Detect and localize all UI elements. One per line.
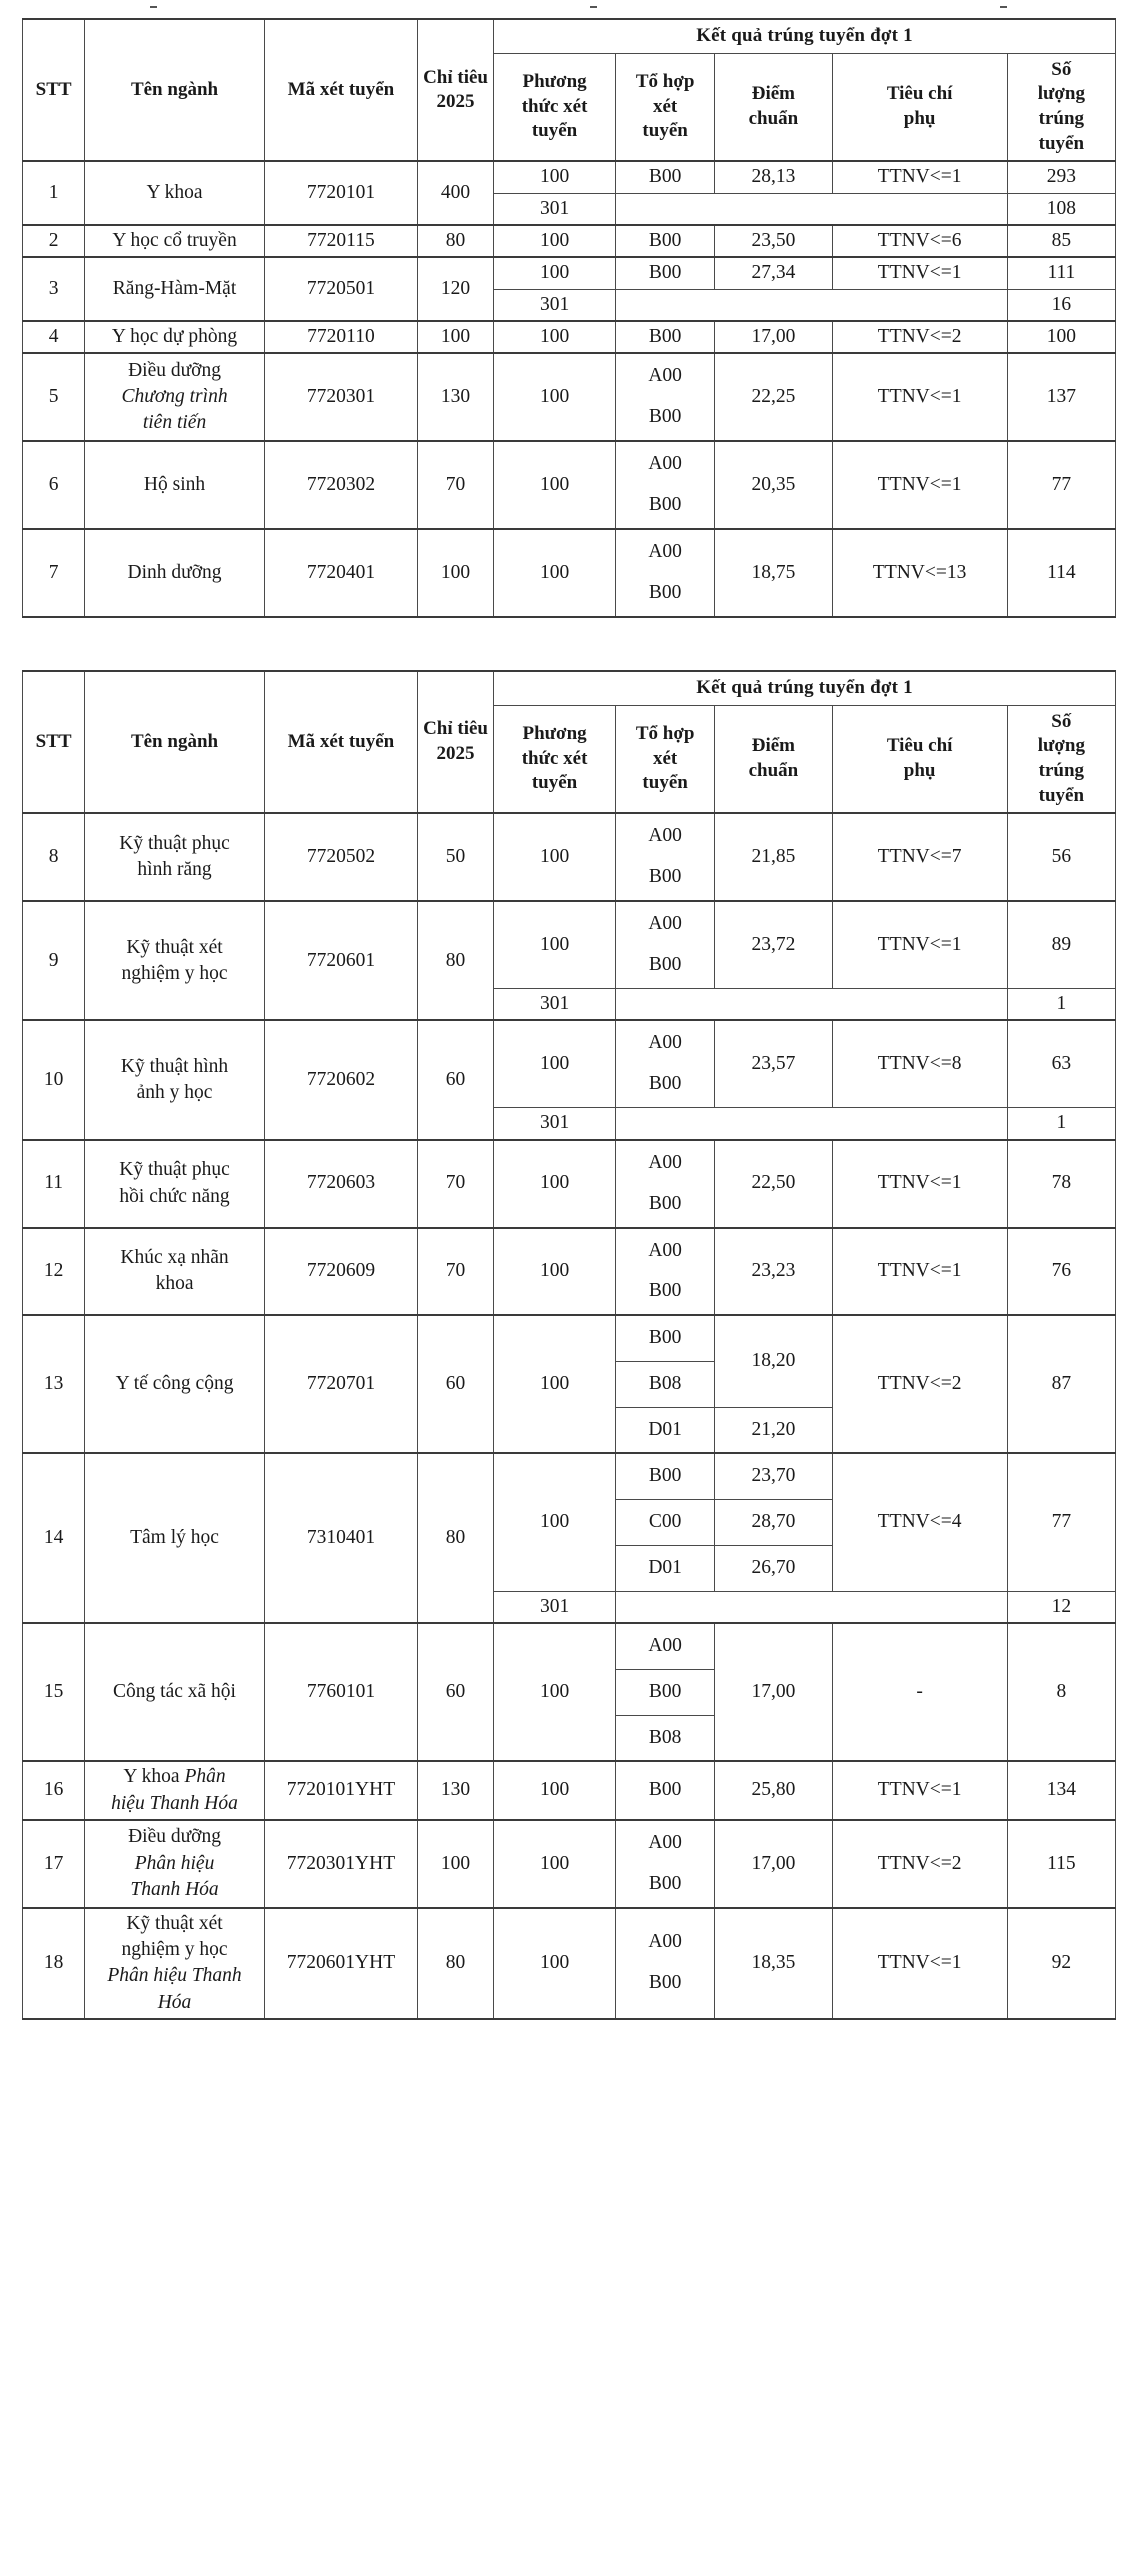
cell-diem-chuan: 27,34	[715, 257, 832, 289]
cell-tieu-chi-phu: TTNV<=2	[832, 1315, 1007, 1453]
cell-to-hop: B00	[616, 257, 715, 289]
cell-tieu-chi-phu: TTNV<=1	[832, 1228, 1007, 1316]
cell-ten-nganh: Y khoa	[85, 161, 265, 225]
table-1-wrapper	[0, 18, 1144, 618]
cell-to-hop: B08	[616, 1715, 715, 1761]
col-header-phuong-thuc: Phương thức xét tuyển	[494, 705, 616, 813]
table-row	[23, 1140, 1116, 1228]
cell-phuong-thuc: 100	[494, 1761, 616, 1820]
cell-phuong-thuc: 100	[494, 225, 616, 257]
cell-so-luong: 12	[1007, 1591, 1115, 1623]
cell-ma-xet-tuyen: 7720301YHT	[264, 1820, 417, 1908]
margin-tick	[1000, 6, 1007, 8]
ten-nganh-line: Điều dưỡng	[128, 1826, 221, 1848]
ten-nganh-line: Kỹ thuật hình	[120, 1055, 229, 1077]
cell-ma-xet-tuyen: 7720110	[264, 321, 417, 353]
cell-empty	[616, 289, 1008, 321]
cell-ten-nganh: Y học dự phòng	[85, 321, 265, 353]
cell-tieu-chi-phu: TTNV<=1	[832, 901, 1007, 988]
cell-stt: 3	[23, 257, 85, 321]
cell-ten-nganh	[85, 901, 265, 1020]
cell-so-luong: 85	[1007, 225, 1115, 257]
cell-diem-chuan: 20,35	[715, 441, 832, 529]
cell-to-hop: A00 B00	[616, 1820, 715, 1908]
cell-so-luong: 92	[1007, 1908, 1115, 2019]
cell-chi-tieu: 80	[418, 1453, 494, 1623]
cell-chi-tieu: 100	[418, 321, 494, 353]
ten-nganh-line: tiên tiến	[142, 412, 207, 434]
table-row	[23, 813, 1116, 901]
cell-chi-tieu: 400	[418, 161, 494, 225]
cell-to-hop: B00	[616, 1761, 715, 1820]
cell-to-hop: D01	[616, 1407, 715, 1453]
ten-nganh-segment: hiệu Thanh Hóa	[111, 1792, 238, 1814]
cell-to-hop: B00	[616, 225, 715, 257]
ten-nganh-line: Kỹ thuật xét	[126, 1912, 223, 1934]
cell-to-hop: B00	[616, 1315, 715, 1361]
cell-phuong-thuc: 301	[494, 1591, 616, 1623]
cell-phuong-thuc: 301	[494, 193, 616, 225]
cell-phuong-thuc: 100	[494, 1140, 616, 1228]
table-2-wrapper	[0, 670, 1144, 2020]
cell-phuong-thuc: 100	[494, 257, 616, 289]
cell-empty	[616, 193, 1008, 225]
cell-chi-tieu: 60	[418, 1623, 494, 1761]
cell-diem-chuan: 23,57	[715, 1020, 832, 1107]
admission-results-table-2	[22, 670, 1116, 2020]
ten-nganh-line: khoa	[155, 1273, 194, 1295]
cell-tieu-chi-phu: TTNV<=1	[832, 257, 1007, 289]
cell-to-hop: B00	[616, 1669, 715, 1715]
col-header-to-hop: Tổ hợp xét tuyển	[616, 705, 715, 813]
cell-ma-xet-tuyen: 7720609	[264, 1228, 417, 1316]
cell-stt: 11	[23, 1140, 85, 1228]
ten-nganh-line: Kỹ thuật xét	[126, 936, 223, 958]
col-header-tieu-chi-phu: Tiêu chí phụ	[832, 53, 1007, 161]
cell-ma-xet-tuyen: 7720115	[264, 225, 417, 257]
cell-chi-tieu: 120	[418, 257, 494, 321]
cell-tieu-chi-phu: TTNV<=1	[832, 1761, 1007, 1820]
cell-so-luong: 134	[1007, 1761, 1115, 1820]
cell-to-hop: A00 B00	[616, 901, 715, 988]
table-row	[23, 1761, 1116, 1820]
cell-stt: 2	[23, 225, 85, 257]
cell-stt: 16	[23, 1761, 85, 1820]
col-header-group-title: Kết quả trúng tuyển đợt 1	[494, 671, 1116, 705]
ten-nganh-line: Khúc xạ nhãn	[120, 1247, 229, 1269]
col-header-ten-nganh: Tên ngành	[85, 671, 265, 813]
table-row	[23, 1820, 1116, 1908]
col-header-diem-chuan: Điểm chuẩn	[715, 53, 832, 161]
table-row	[23, 257, 1116, 289]
cell-tieu-chi-phu: TTNV<=8	[832, 1020, 1007, 1107]
cell-ten-nganh	[85, 1761, 265, 1820]
cell-ten-nganh	[85, 1228, 265, 1316]
table-gap	[0, 618, 1144, 670]
table-row	[23, 161, 1116, 193]
cell-tieu-chi-phu: TTNV<=1	[832, 441, 1007, 529]
cell-tieu-chi-phu: TTNV<=2	[832, 1820, 1007, 1908]
ten-nganh-line: Hóa	[157, 1991, 192, 2013]
cell-ten-nganh	[85, 1020, 265, 1139]
cell-diem-chuan: 28,70	[715, 1499, 832, 1545]
cell-so-luong: 114	[1007, 529, 1115, 617]
cell-chi-tieu: 100	[418, 529, 494, 617]
cell-diem-chuan: 23,70	[715, 1453, 832, 1499]
cell-to-hop: B08	[616, 1361, 715, 1407]
cell-so-luong: 63	[1007, 1020, 1115, 1107]
cell-phuong-thuc: 301	[494, 289, 616, 321]
cell-chi-tieu: 80	[418, 225, 494, 257]
cell-so-luong: 115	[1007, 1820, 1115, 1908]
table-row	[23, 1908, 1116, 2019]
table-2-body	[23, 813, 1116, 2019]
col-header-so-luong: Số lượng trúng tuyển	[1007, 705, 1115, 813]
table-row	[23, 1623, 1116, 1669]
cell-ten-nganh	[85, 1908, 265, 2019]
cell-phuong-thuc: 100	[494, 529, 616, 617]
col-header-diem-chuan: Điểm chuẩn	[715, 705, 832, 813]
cell-stt: 14	[23, 1453, 85, 1623]
cell-tieu-chi-phu: TTNV<=1	[832, 1908, 1007, 2019]
cell-so-luong: 108	[1007, 193, 1115, 225]
cell-diem-chuan: 25,80	[715, 1761, 832, 1820]
cell-tieu-chi-phu: TTNV<=4	[832, 1453, 1007, 1591]
cell-tieu-chi-phu: TTNV<=1	[832, 353, 1007, 441]
cell-diem-chuan: 22,25	[715, 353, 832, 441]
cell-so-luong: 56	[1007, 813, 1115, 901]
cell-so-luong: 77	[1007, 1453, 1115, 1591]
cell-phuong-thuc: 100	[494, 1228, 616, 1316]
cell-phuong-thuc: 100	[494, 321, 616, 353]
cell-chi-tieu: 70	[418, 1228, 494, 1316]
cell-ma-xet-tuyen: 7760101	[264, 1623, 417, 1761]
ten-nganh-line: nghiệm y học	[121, 962, 228, 984]
cell-empty	[616, 1108, 1008, 1140]
cell-diem-chuan: 17,00	[715, 321, 832, 353]
cell-phuong-thuc: 301	[494, 1108, 616, 1140]
ten-nganh-line: Kỹ thuật phục	[119, 833, 230, 854]
cell-to-hop: D01	[616, 1545, 715, 1591]
cell-chi-tieu: 130	[418, 1761, 494, 1820]
cell-diem-chuan: 23,23	[715, 1228, 832, 1316]
cell-diem-chuan: 17,00	[715, 1820, 832, 1908]
cell-ten-nganh	[85, 1820, 265, 1908]
cell-diem-chuan: 21,85	[715, 813, 832, 901]
cell-diem-chuan: 23,50	[715, 225, 832, 257]
cell-phuong-thuc: 100	[494, 353, 616, 441]
cell-stt: 17	[23, 1820, 85, 1908]
cell-stt: 4	[23, 321, 85, 353]
cell-ten-nganh: Y học cổ truyền	[85, 225, 265, 257]
cell-ma-xet-tuyen: 7310401	[264, 1453, 417, 1623]
cell-empty	[616, 989, 1008, 1021]
cell-phuong-thuc: 100	[494, 441, 616, 529]
cell-ten-nganh: Y tế công cộng	[85, 1315, 265, 1453]
cell-ten-nganh	[85, 813, 265, 901]
col-header-tieu-chi-phu: Tiêu chí phụ	[832, 705, 1007, 813]
ten-nganh-line: nghiệm y học	[121, 1939, 228, 1960]
cell-to-hop: A00 B00	[616, 529, 715, 617]
ten-nganh-line: hồi chức năng	[119, 1185, 230, 1207]
ten-nganh-line: Kỹ thuật phục	[119, 1159, 230, 1181]
cell-stt: 15	[23, 1623, 85, 1761]
col-header-chi-tieu: Chỉ tiêu 2025	[418, 19, 494, 161]
col-header-ma-xet-tuyen: Mã xét tuyển	[264, 671, 417, 813]
cell-stt: 9	[23, 901, 85, 1020]
table-row	[23, 321, 1116, 353]
cell-stt: 7	[23, 529, 85, 617]
table-row	[23, 1453, 1116, 1499]
cell-to-hop: A00 B00	[616, 1020, 715, 1107]
cell-so-luong: 87	[1007, 1315, 1115, 1453]
cell-chi-tieu: 80	[418, 901, 494, 1020]
cell-so-luong: 16	[1007, 289, 1115, 321]
margin-tick	[590, 6, 597, 8]
cell-to-hop: B00	[616, 1453, 715, 1499]
cell-ma-xet-tuyen: 7720401	[264, 529, 417, 617]
cell-phuong-thuc: 100	[494, 1820, 616, 1908]
cell-so-luong: 1	[1007, 1108, 1115, 1140]
cell-phuong-thuc: 100	[494, 161, 616, 193]
cell-diem-chuan: 18,35	[715, 1908, 832, 2019]
cell-diem-chuan: 17,00	[715, 1623, 832, 1761]
cell-stt: 5	[23, 353, 85, 441]
ten-nganh-line: hình răng	[137, 859, 212, 881]
col-header-chi-tieu: Chỉ tiêu 2025	[418, 671, 494, 813]
cell-phuong-thuc: 100	[494, 1908, 616, 2019]
cell-to-hop: A00 B00	[616, 1140, 715, 1228]
cell-ten-nganh: Hộ sinh	[85, 441, 265, 529]
cell-so-luong: 293	[1007, 161, 1115, 193]
cell-phuong-thuc: 100	[494, 1020, 616, 1107]
cell-to-hop: A00	[616, 1623, 715, 1669]
cell-so-luong: 78	[1007, 1140, 1115, 1228]
ten-nganh-segment: Y khoa	[123, 1766, 185, 1788]
cell-stt: 13	[23, 1315, 85, 1453]
cell-phuong-thuc: 100	[494, 1453, 616, 1591]
table-1-head	[23, 19, 1116, 161]
col-header-so-luong: Số lượng trúng tuyển	[1007, 53, 1115, 161]
ten-nganh-line: Phân hiệu Thanh	[107, 1965, 242, 1987]
cell-stt: 10	[23, 1020, 85, 1139]
cell-phuong-thuc: 100	[494, 901, 616, 988]
table-row	[23, 225, 1116, 257]
cell-to-hop: B00	[616, 321, 715, 353]
cell-tieu-chi-phu: TTNV<=2	[832, 321, 1007, 353]
cell-stt: 18	[23, 1908, 85, 2019]
table-row	[23, 1228, 1116, 1316]
cell-diem-chuan: 23,72	[715, 901, 832, 988]
cell-chi-tieu: 70	[418, 1140, 494, 1228]
cell-to-hop: C00	[616, 1499, 715, 1545]
cell-ten-nganh	[85, 353, 265, 441]
col-header-stt: STT	[23, 19, 85, 161]
cell-chi-tieu: 70	[418, 441, 494, 529]
ten-nganh-line: Thanh Hóa	[130, 1878, 219, 1900]
cell-diem-chuan: 18,75	[715, 529, 832, 617]
cell-ma-xet-tuyen: 7720101YHT	[264, 1761, 417, 1820]
cell-tieu-chi-phu: TTNV<=6	[832, 225, 1007, 257]
cell-phuong-thuc: 301	[494, 989, 616, 1021]
cell-ma-xet-tuyen: 7720101	[264, 161, 417, 225]
cell-to-hop: A00 B00	[616, 1908, 715, 2019]
table-1-body	[23, 161, 1116, 617]
cell-ma-xet-tuyen: 7720601	[264, 901, 417, 1020]
table-row	[23, 441, 1116, 529]
col-header-ten-nganh: Tên ngành	[85, 19, 265, 161]
cell-so-luong: 137	[1007, 353, 1115, 441]
cell-tieu-chi-phu: TTNV<=1	[832, 161, 1007, 193]
table-row	[23, 901, 1116, 988]
cell-so-luong: 1	[1007, 989, 1115, 1021]
ten-nganh-line: Điều dưỡng	[128, 359, 221, 381]
header-row-top	[23, 671, 1116, 705]
cell-chi-tieu: 60	[418, 1315, 494, 1453]
cell-phuong-thuc: 100	[494, 813, 616, 901]
cell-ma-xet-tuyen: 7720601YHT	[264, 1908, 417, 2019]
cell-so-luong: 111	[1007, 257, 1115, 289]
cell-to-hop: A00 B00	[616, 441, 715, 529]
cell-ma-xet-tuyen: 7720502	[264, 813, 417, 901]
cell-tieu-chi-phu: TTNV<=1	[832, 1140, 1007, 1228]
cell-tieu-chi-phu: -	[832, 1623, 1007, 1761]
ten-nganh-line: Chương trình	[121, 386, 228, 408]
cell-empty	[616, 1591, 1008, 1623]
cell-diem-chuan: 22,50	[715, 1140, 832, 1228]
cell-to-hop: A00 B00	[616, 813, 715, 901]
col-header-stt: STT	[23, 671, 85, 813]
cell-to-hop: A00 B00	[616, 353, 715, 441]
col-header-to-hop: Tổ hợp xét tuyển	[616, 53, 715, 161]
cell-chi-tieu: 50	[418, 813, 494, 901]
cell-to-hop: B00	[616, 161, 715, 193]
col-header-ma-xet-tuyen: Mã xét tuyển	[264, 19, 417, 161]
cell-stt: 6	[23, 441, 85, 529]
cell-so-luong: 89	[1007, 901, 1115, 988]
cell-tieu-chi-phu: TTNV<=7	[832, 813, 1007, 901]
cell-ma-xet-tuyen: 7720301	[264, 353, 417, 441]
cell-ten-nganh: Dinh dưỡng	[85, 529, 265, 617]
table-row	[23, 353, 1116, 441]
cell-phuong-thuc: 100	[494, 1315, 616, 1453]
ten-nganh-line: ảnh y học	[136, 1082, 213, 1104]
cell-so-luong: 100	[1007, 321, 1115, 353]
cell-chi-tieu: 130	[418, 353, 494, 441]
cell-ma-xet-tuyen: 7720602	[264, 1020, 417, 1139]
table-row	[23, 1020, 1116, 1107]
cell-stt: 8	[23, 813, 85, 901]
cell-so-luong: 76	[1007, 1228, 1115, 1316]
table-row	[23, 529, 1116, 617]
cell-to-hop: A00 B00	[616, 1228, 715, 1316]
table-row	[23, 1315, 1116, 1361]
cell-ma-xet-tuyen: 7720603	[264, 1140, 417, 1228]
top-margin-marks	[0, 0, 1144, 18]
cell-phuong-thuc: 100	[494, 1623, 616, 1761]
cell-so-luong: 77	[1007, 441, 1115, 529]
cell-diem-chuan: 21,20	[715, 1407, 832, 1453]
cell-ten-nganh: Công tác xã hội	[85, 1623, 265, 1761]
cell-so-luong: 8	[1007, 1623, 1115, 1761]
cell-diem-chuan: 26,70	[715, 1545, 832, 1591]
col-header-phuong-thuc: Phương thức xét tuyển	[494, 53, 616, 161]
cell-chi-tieu: 100	[418, 1820, 494, 1908]
admission-results-table-1	[22, 18, 1116, 618]
table-2-head	[23, 671, 1116, 813]
cell-ten-nganh	[85, 1140, 265, 1228]
col-header-group-title: Kết quả trúng tuyển đợt 1	[494, 19, 1116, 53]
cell-chi-tieu: 80	[418, 1908, 494, 2019]
cell-ma-xet-tuyen: 7720302	[264, 441, 417, 529]
header-row-top	[23, 19, 1116, 53]
cell-ma-xet-tuyen: 7720501	[264, 257, 417, 321]
cell-diem-chuan: 18,20	[715, 1315, 832, 1407]
cell-ma-xet-tuyen: 7720701	[264, 1315, 417, 1453]
cell-ten-nganh: Răng-Hàm-Mặt	[85, 257, 265, 321]
cell-tieu-chi-phu: TTNV<=13	[832, 529, 1007, 617]
ten-nganh-line: Phân hiệu	[134, 1852, 215, 1874]
cell-ten-nganh: Tâm lý học	[85, 1453, 265, 1623]
cell-chi-tieu: 60	[418, 1020, 494, 1139]
cell-diem-chuan: 28,13	[715, 161, 832, 193]
ten-nganh-segment: Phân	[184, 1766, 226, 1788]
cell-stt: 12	[23, 1228, 85, 1316]
margin-tick	[150, 6, 157, 8]
cell-stt: 1	[23, 161, 85, 225]
